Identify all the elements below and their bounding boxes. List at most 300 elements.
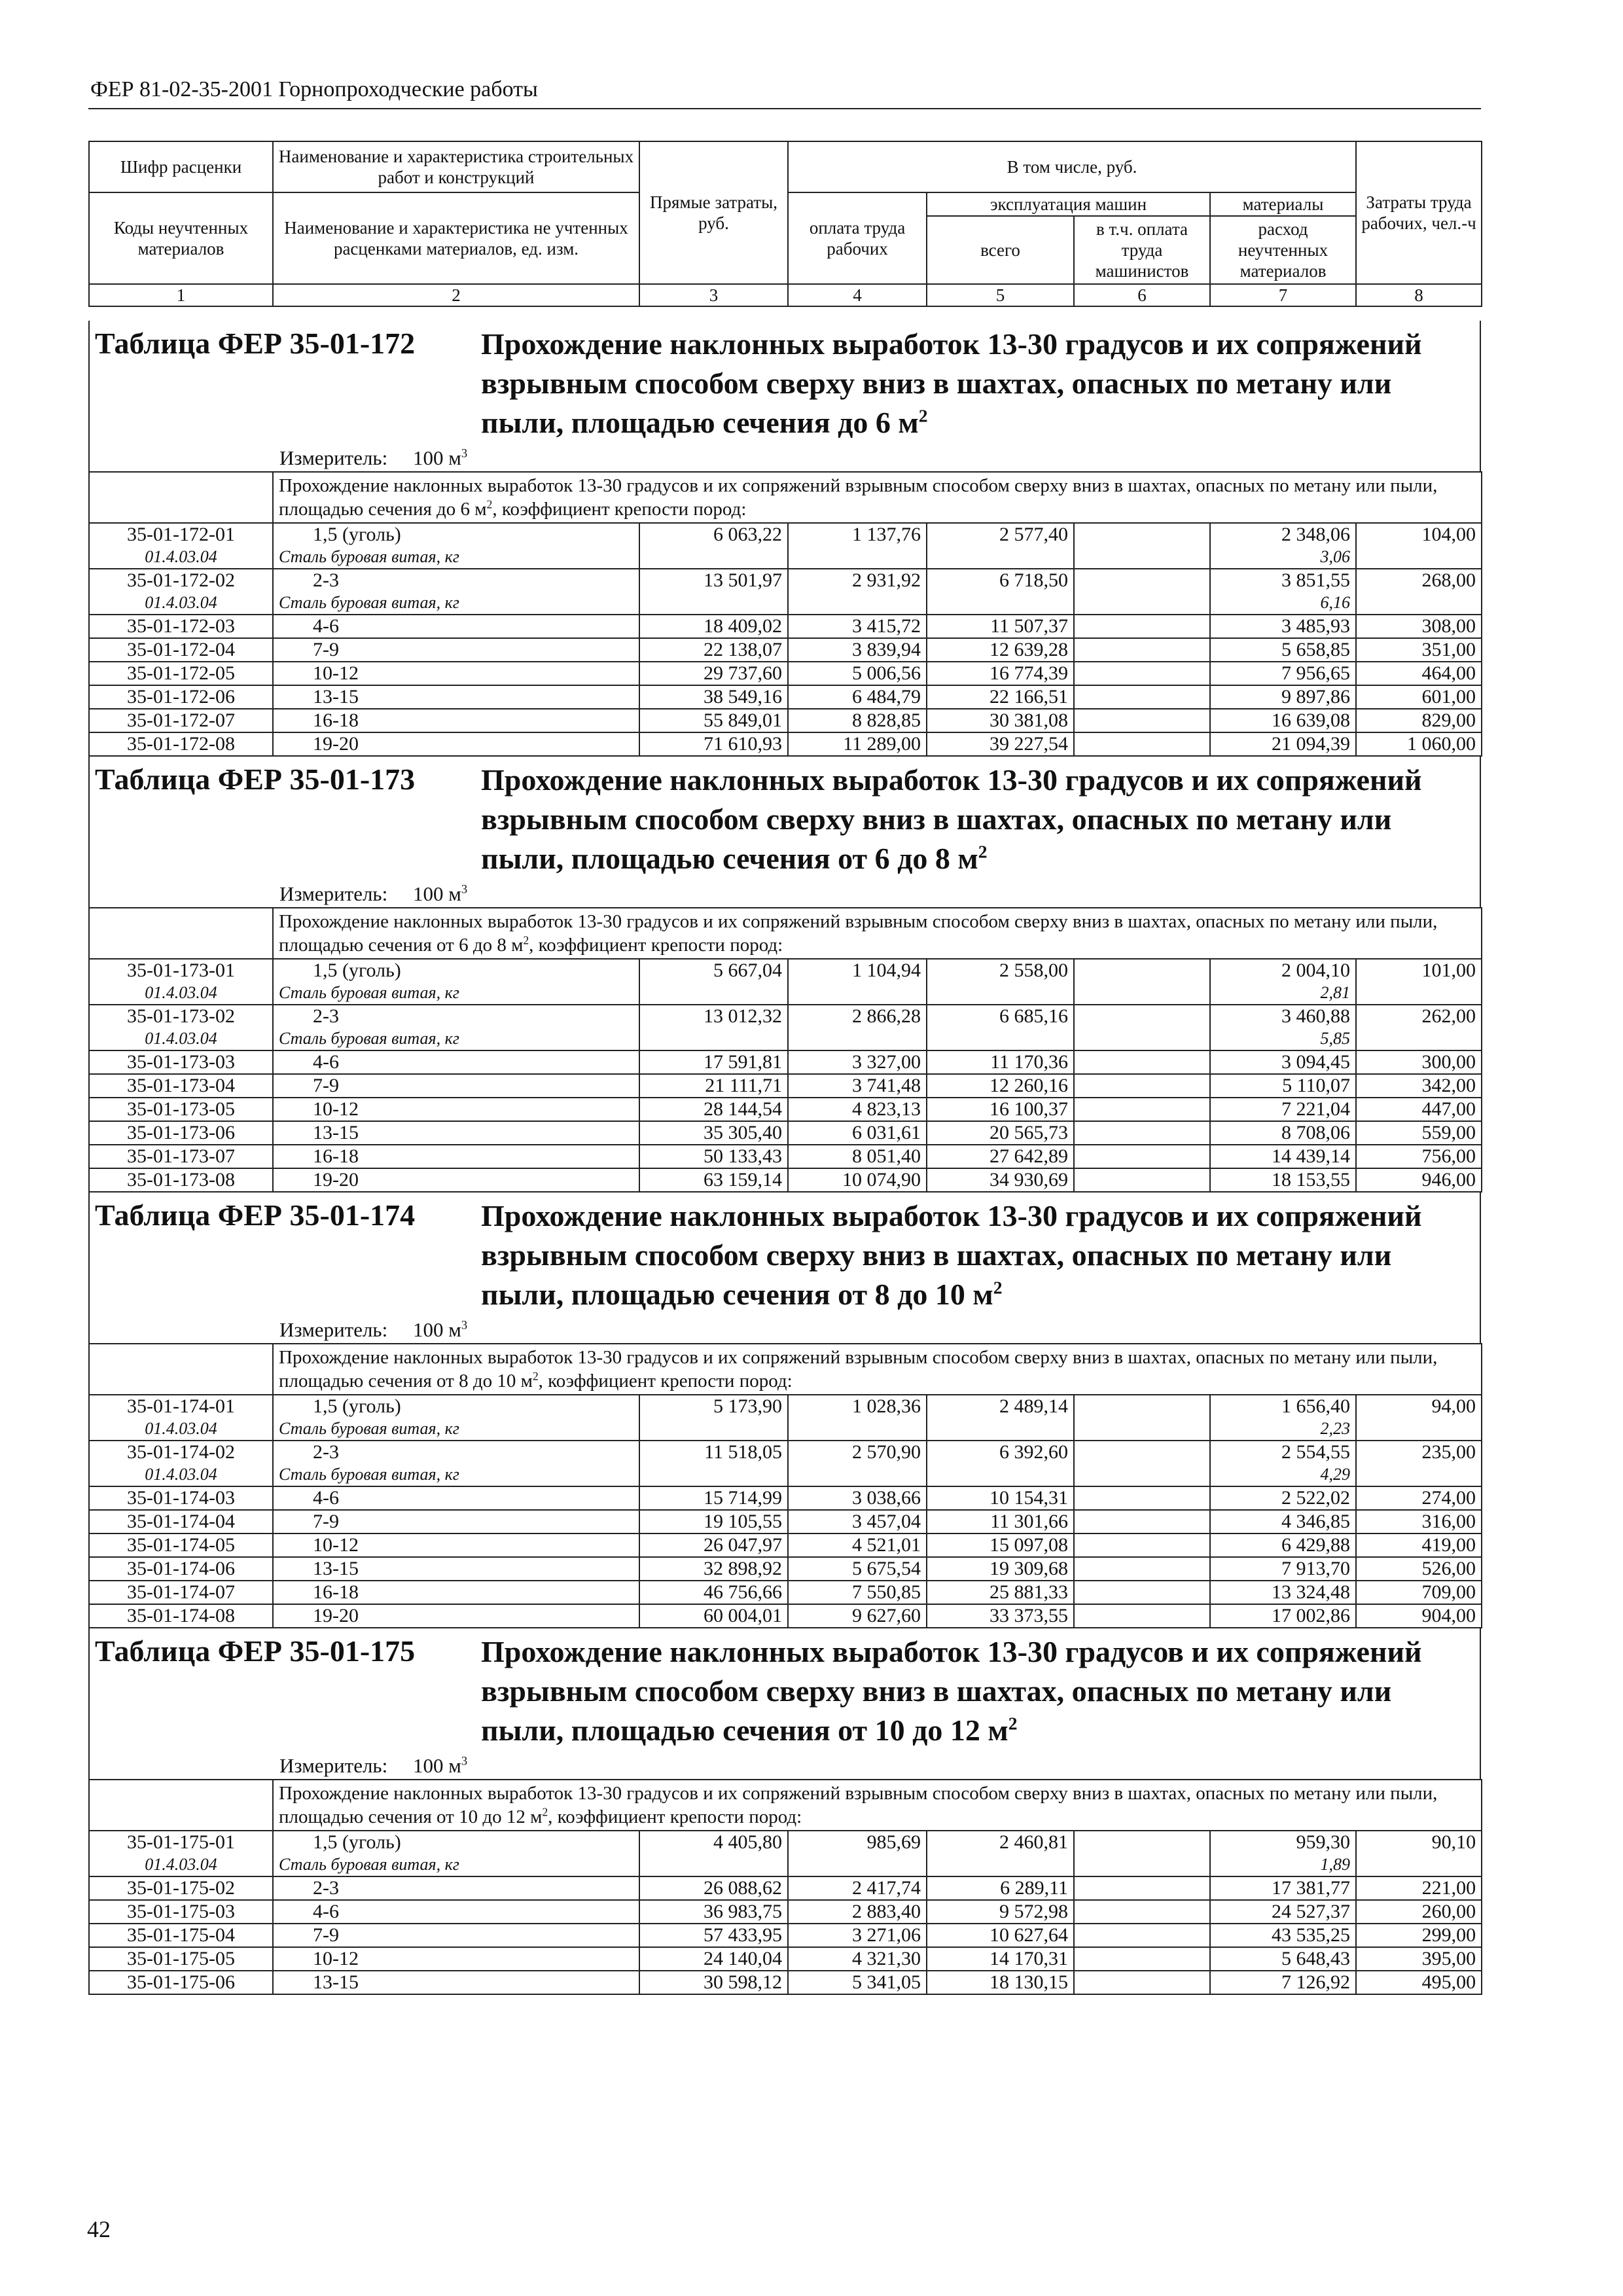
rate-row (89, 1074, 1482, 1098)
materials: 7 913,70 (1210, 1557, 1356, 1581)
machines-total: 25 881,33 (927, 1581, 1074, 1604)
rate-name: 4-6 (273, 1486, 639, 1510)
materials: 3 460,88 (1210, 1005, 1356, 1028)
machines-total: 15 097,08 (927, 1534, 1074, 1557)
rate-name: 1,5 (уголь) (273, 1395, 639, 1418)
material-empty (639, 1028, 788, 1050)
material-empty (639, 982, 788, 1005)
wages: 8 828,85 (788, 709, 927, 732)
machinist-wages (1074, 1831, 1210, 1854)
labor-costs: 101,00 (1356, 959, 1482, 982)
material-usage: 5,85 (1210, 1028, 1356, 1050)
materials: 14 439,14 (1210, 1145, 1356, 1168)
machinist-wages (1074, 1924, 1210, 1947)
direct-costs: 57 433,95 (639, 1924, 788, 1947)
measure-unit-label: Измеритель: (279, 882, 388, 905)
materials: 17 002,86 (1210, 1604, 1356, 1628)
table-title-block (88, 1628, 1481, 1753)
wages: 2 417,74 (788, 1876, 927, 1900)
direct-costs: 26 088,62 (639, 1876, 788, 1900)
wages: 5 341,05 (788, 1971, 927, 1994)
direct-costs: 71 610,93 (639, 732, 788, 756)
measure-unit-sup: 3 (461, 446, 468, 461)
wages: 10 074,90 (788, 1168, 927, 1192)
labor-costs: 300,00 (1356, 1050, 1482, 1074)
rate-name: 4-6 (273, 615, 639, 638)
materials: 2 004,10 (1210, 959, 1356, 982)
machines-total: 10 627,64 (927, 1924, 1074, 1947)
direct-costs: 19 105,55 (639, 1510, 788, 1534)
rate-code: 35-01-172-07 (89, 709, 273, 732)
column-number: 2 (273, 284, 639, 306)
description-row (89, 908, 1482, 959)
material-empty (1356, 1418, 1482, 1441)
rate-code: 35-01-173-01 (89, 959, 273, 982)
direct-costs: 55 849,01 (639, 709, 788, 732)
material-empty (1074, 1463, 1210, 1486)
rate-name: 1,5 (уголь) (273, 523, 639, 546)
materials: 4 346,85 (1210, 1510, 1356, 1534)
material-empty (1074, 1418, 1210, 1441)
column-number: 1 (89, 284, 273, 306)
work-description (273, 1344, 1482, 1395)
hdr-uncounted-name: Наименование и характеристика не учтенных расценками материалов, ед. изм. (273, 192, 639, 284)
rate-table (88, 1779, 1482, 1995)
material-empty (1074, 982, 1210, 1005)
machinist-wages (1074, 1971, 1210, 1994)
wages: 8 051,40 (788, 1145, 927, 1168)
rate-code: 35-01-173-05 (89, 1098, 273, 1121)
material-empty (1074, 592, 1210, 615)
rate-row (89, 1557, 1482, 1581)
table-title (481, 1632, 1480, 1750)
material-code: 01.4.03.04 (89, 1854, 273, 1876)
material-row (89, 1854, 1482, 1876)
rate-name: 19-20 (273, 732, 639, 756)
work-description-tail: , коэффициент крепости пород: (529, 935, 783, 956)
material-empty (639, 546, 788, 569)
machines-total: 33 373,55 (927, 1604, 1074, 1628)
rate-name: 7-9 (273, 1074, 639, 1098)
rate-name: 1,5 (уголь) (273, 959, 639, 982)
materials: 17 381,77 (1210, 1876, 1356, 1900)
labor-costs: 559,00 (1356, 1121, 1482, 1145)
material-empty (1356, 1463, 1482, 1486)
rate-row (89, 1831, 1482, 1854)
labor-costs: 90,10 (1356, 1831, 1482, 1854)
hdr-labor: Затраты труда рабочих, чел.-ч (1356, 141, 1482, 284)
column-number: 5 (927, 284, 1074, 306)
measure-unit-sup: 3 (461, 882, 468, 897)
materials: 7 126,92 (1210, 1971, 1356, 1994)
rate-row (89, 959, 1482, 982)
description-empty-cell (89, 1344, 273, 1395)
rate-tables (88, 321, 1481, 1995)
machines-total: 22 166,51 (927, 685, 1074, 709)
hdr-materials-usage: расход неучтенных материалов (1210, 216, 1356, 284)
work-description-sup: 2 (523, 933, 529, 947)
rate-code: 35-01-174-01 (89, 1395, 273, 1418)
machinist-wages (1074, 662, 1210, 685)
column-header-table (88, 141, 1482, 307)
page-number: 42 (87, 2216, 111, 2242)
rate-row (89, 685, 1482, 709)
rate-row (89, 1005, 1482, 1028)
material-empty (639, 592, 788, 615)
direct-costs: 11 518,05 (639, 1441, 788, 1463)
machinist-wages (1074, 1098, 1210, 1121)
machines-total: 6 392,60 (927, 1441, 1074, 1463)
material-empty (639, 1463, 788, 1486)
labor-costs: 601,00 (1356, 685, 1482, 709)
wages: 3 457,04 (788, 1510, 927, 1534)
rate-name: 7-9 (273, 1924, 639, 1947)
rate-table (88, 907, 1482, 1193)
materials: 16 639,08 (1210, 709, 1356, 732)
material-name: Сталь буровая витая, кг (273, 1854, 639, 1876)
description-empty-cell (89, 1780, 273, 1831)
wages: 2 883,40 (788, 1900, 927, 1924)
material-row (89, 1463, 1482, 1486)
machinist-wages (1074, 1876, 1210, 1900)
machinist-wages (1074, 1121, 1210, 1145)
description-empty-cell (89, 908, 273, 959)
rate-row (89, 1604, 1482, 1628)
rate-row (89, 569, 1482, 592)
wages: 3 038,66 (788, 1486, 927, 1510)
rate-row (89, 638, 1482, 662)
labor-costs: 526,00 (1356, 1557, 1482, 1581)
material-row (89, 592, 1482, 615)
rate-name: 2-3 (273, 1876, 639, 1900)
direct-costs: 17 591,81 (639, 1050, 788, 1074)
hdr-including: В том числе, руб. (788, 141, 1356, 192)
table-name: Таблица ФЕР 35-01-174 (95, 1198, 416, 1232)
material-empty (788, 592, 927, 615)
labor-costs: 274,00 (1356, 1486, 1482, 1510)
table-title-block (88, 757, 1481, 881)
machinist-wages (1074, 1947, 1210, 1971)
measure-unit-label: Измеритель: (279, 1318, 388, 1341)
measure-unit-line (88, 881, 1481, 907)
direct-costs: 36 983,75 (639, 1900, 788, 1924)
wages: 3 415,72 (788, 615, 927, 638)
rate-name: 13-15 (273, 685, 639, 709)
direct-costs: 5 667,04 (639, 959, 788, 982)
description-row (89, 1780, 1482, 1831)
labor-costs: 316,00 (1356, 1510, 1482, 1534)
materials: 7 221,04 (1210, 1098, 1356, 1121)
material-empty (788, 1418, 927, 1441)
labor-costs: 395,00 (1356, 1947, 1482, 1971)
labor-costs: 94,00 (1356, 1395, 1482, 1418)
work-description-text: Прохождение наклонных выработок 13-30 градусов и их сопряжений взрывным способом сверху вниз в шахтах, опасных по метану или пыли, площадью сечения от 6 до 8 м (279, 911, 1438, 956)
direct-costs: 28 144,54 (639, 1098, 788, 1121)
direct-costs: 6 063,22 (639, 523, 788, 546)
rate-name: 19-20 (273, 1604, 639, 1628)
rate-code: 35-01-172-01 (89, 523, 273, 546)
materials: 3 485,93 (1210, 615, 1356, 638)
material-empty (1356, 982, 1482, 1005)
hdr-direct-costs: Прямые затраты, руб. (639, 141, 788, 284)
column-number: 8 (1356, 284, 1482, 306)
rate-name: 4-6 (273, 1050, 639, 1074)
hdr-materials: материалы (1210, 192, 1356, 216)
rate-name: 16-18 (273, 1581, 639, 1604)
machines-total: 11 301,66 (927, 1510, 1074, 1534)
labor-costs: 447,00 (1356, 1098, 1482, 1121)
machines-total: 10 154,31 (927, 1486, 1074, 1510)
rate-row (89, 732, 1482, 756)
rate-name: 10-12 (273, 1947, 639, 1971)
rate-row (89, 1971, 1482, 1994)
rate-code: 35-01-172-03 (89, 615, 273, 638)
machines-total: 30 381,08 (927, 709, 1074, 732)
direct-costs: 24 140,04 (639, 1947, 788, 1971)
materials: 2 554,55 (1210, 1441, 1356, 1463)
rate-row (89, 1050, 1482, 1074)
machines-total: 2 558,00 (927, 959, 1074, 982)
table-name: Таблица ФЕР 35-01-173 (95, 762, 416, 796)
rate-code: 35-01-173-07 (89, 1145, 273, 1168)
rate-name: 2-3 (273, 1005, 639, 1028)
table-title-text: Прохождение наклонных выработок 13-30 градусов и их сопряжений взрывным способом сверху вниз в шахтах, опасных по метану или пыли, площадью сечения от 8 до 10 м (481, 1199, 1422, 1311)
labor-costs: 221,00 (1356, 1876, 1482, 1900)
wages: 4 823,13 (788, 1098, 927, 1121)
labor-costs: 946,00 (1356, 1168, 1482, 1192)
material-usage: 2,81 (1210, 982, 1356, 1005)
work-description-sup: 2 (486, 497, 493, 511)
labor-costs: 495,00 (1356, 1971, 1482, 1994)
work-description-text: Прохождение наклонных выработок 13-30 градусов и их сопряжений взрывным способом сверху вниз в шахтах, опасных по метану или пыли, площадью сечения до 6 м (279, 475, 1438, 520)
material-usage: 2,23 (1210, 1418, 1356, 1441)
rate-name: 1,5 (уголь) (273, 1831, 639, 1854)
rate-code: 35-01-175-04 (89, 1924, 273, 1947)
material-empty (927, 1418, 1074, 1441)
direct-costs: 63 159,14 (639, 1168, 788, 1192)
measure-unit-line (88, 1317, 1481, 1343)
table-title-text: Прохождение наклонных выработок 13-30 градусов и их сопряжений взрывным способом сверху вниз в шахтах, опасных по метану или пыли, площадью сечения от 10 до 12 м (481, 1635, 1422, 1747)
machinist-wages (1074, 569, 1210, 592)
direct-costs: 29 737,60 (639, 662, 788, 685)
description-row (89, 472, 1482, 523)
rate-code: 35-01-173-06 (89, 1121, 273, 1145)
table-title-sup: 2 (1008, 1713, 1018, 1734)
machinist-wages (1074, 1050, 1210, 1074)
column-number: 7 (1210, 284, 1356, 306)
rate-name: 7-9 (273, 638, 639, 662)
rate-code: 35-01-175-05 (89, 1947, 273, 1971)
machinist-wages (1074, 959, 1210, 982)
wages: 1 137,76 (788, 523, 927, 546)
measure-unit-label: Измеритель: (279, 1754, 388, 1777)
table-title-sup: 2 (993, 1277, 1003, 1298)
machinist-wages (1074, 1581, 1210, 1604)
labor-costs: 235,00 (1356, 1441, 1482, 1463)
material-empty (788, 982, 927, 1005)
material-code: 01.4.03.04 (89, 1463, 273, 1486)
rate-row (89, 1121, 1482, 1145)
wages: 4 521,01 (788, 1534, 927, 1557)
material-name: Сталь буровая витая, кг (273, 1028, 639, 1050)
column-number: 3 (639, 284, 788, 306)
wages: 2 570,90 (788, 1441, 927, 1463)
rate-name: 16-18 (273, 709, 639, 732)
rate-code: 35-01-175-03 (89, 1900, 273, 1924)
wages: 985,69 (788, 1831, 927, 1854)
materials: 5 110,07 (1210, 1074, 1356, 1098)
table-name: Таблица ФЕР 35-01-172 (95, 327, 416, 360)
direct-costs: 18 409,02 (639, 615, 788, 638)
direct-costs: 22 138,07 (639, 638, 788, 662)
material-empty (788, 1854, 927, 1876)
work-description-sup: 2 (532, 1369, 539, 1383)
material-row (89, 1418, 1482, 1441)
machinist-wages (1074, 523, 1210, 546)
material-empty (1356, 1028, 1482, 1050)
machinist-wages (1074, 1510, 1210, 1534)
machinist-wages (1074, 638, 1210, 662)
table-title-block (88, 321, 1481, 445)
material-code: 01.4.03.04 (89, 592, 273, 615)
rate-code: 35-01-172-04 (89, 638, 273, 662)
material-empty (639, 1418, 788, 1441)
wages: 3 839,94 (788, 638, 927, 662)
machinist-wages (1074, 1557, 1210, 1581)
work-description-tail: , коэффициент крепости пород: (548, 1806, 802, 1827)
direct-costs: 46 756,66 (639, 1581, 788, 1604)
material-code: 01.4.03.04 (89, 546, 273, 569)
direct-costs: 32 898,92 (639, 1557, 788, 1581)
material-row (89, 546, 1482, 569)
rate-code: 35-01-172-08 (89, 732, 273, 756)
machinist-wages (1074, 1900, 1210, 1924)
machinist-wages (1074, 1168, 1210, 1192)
material-name: Сталь буровая витая, кг (273, 546, 639, 569)
hdr-code: Шифр расценки (89, 141, 273, 192)
direct-costs: 26 047,97 (639, 1534, 788, 1557)
wages: 3 271,06 (788, 1924, 927, 1947)
measure-unit-value: 100 м (412, 1318, 461, 1341)
wages: 3 741,48 (788, 1074, 927, 1098)
rate-code: 35-01-175-01 (89, 1831, 273, 1854)
materials: 21 094,39 (1210, 732, 1356, 756)
wages: 3 327,00 (788, 1050, 927, 1074)
material-empty (927, 1463, 1074, 1486)
machines-total: 20 565,73 (927, 1121, 1074, 1145)
material-usage: 1,89 (1210, 1854, 1356, 1876)
materials: 3 851,55 (1210, 569, 1356, 592)
labor-costs: 709,00 (1356, 1581, 1482, 1604)
machines-total: 2 577,40 (927, 523, 1074, 546)
table-title (481, 1196, 1480, 1314)
machines-total: 6 289,11 (927, 1876, 1074, 1900)
wages: 1 028,36 (788, 1395, 927, 1418)
direct-costs: 21 111,71 (639, 1074, 788, 1098)
rate-code: 35-01-173-08 (89, 1168, 273, 1192)
rate-name: 10-12 (273, 1098, 639, 1121)
wages: 7 550,85 (788, 1581, 927, 1604)
rate-row (89, 1510, 1482, 1534)
description-empty-cell (89, 472, 273, 523)
measure-unit-value: 100 м (412, 446, 461, 469)
rate-row (89, 523, 1482, 546)
wages: 2 866,28 (788, 1005, 927, 1028)
work-description (273, 472, 1482, 523)
wages: 2 931,92 (788, 569, 927, 592)
machinist-wages (1074, 685, 1210, 709)
machinist-wages (1074, 1534, 1210, 1557)
rate-code: 35-01-173-04 (89, 1074, 273, 1098)
material-empty (788, 546, 927, 569)
machines-total: 9 572,98 (927, 1900, 1074, 1924)
material-empty (927, 1854, 1074, 1876)
direct-costs: 5 173,90 (639, 1395, 788, 1418)
table-title (481, 325, 1480, 442)
rate-name: 13-15 (273, 1557, 639, 1581)
labor-costs: 260,00 (1356, 1900, 1482, 1924)
material-code: 01.4.03.04 (89, 982, 273, 1005)
wages: 9 627,60 (788, 1604, 927, 1628)
rate-code: 35-01-174-05 (89, 1534, 273, 1557)
measure-unit-value: 100 м (412, 882, 461, 905)
direct-costs: 38 549,16 (639, 685, 788, 709)
machines-total: 34 930,69 (927, 1168, 1074, 1192)
work-description (273, 908, 1482, 959)
column-number: 4 (788, 284, 927, 306)
rate-code: 35-01-173-03 (89, 1050, 273, 1074)
materials: 1 656,40 (1210, 1395, 1356, 1418)
table-title (481, 761, 1480, 878)
rate-row (89, 1395, 1482, 1418)
material-code: 01.4.03.04 (89, 1028, 273, 1050)
materials: 6 429,88 (1210, 1534, 1356, 1557)
rate-name: 10-12 (273, 1534, 639, 1557)
hdr-machines-total: всего (927, 216, 1074, 284)
materials: 7 956,65 (1210, 662, 1356, 685)
materials: 2 348,06 (1210, 523, 1356, 546)
wages: 5 006,56 (788, 662, 927, 685)
rate-code: 35-01-172-06 (89, 685, 273, 709)
rate-row (89, 1900, 1482, 1924)
work-description-text: Прохождение наклонных выработок 13-30 градусов и их сопряжений взрывным способом сверху вниз в шахтах, опасных по метану или пыли, площадью сечения от 10 до 12 м (279, 1783, 1438, 1827)
wages: 6 031,61 (788, 1121, 927, 1145)
table-title-text: Прохождение наклонных выработок 13-30 градусов и их сопряжений взрывным способом сверху вниз в шахтах, опасных по метану или пыли, площадью сечения от 6 до 8 м (481, 763, 1422, 875)
rate-table (88, 1343, 1482, 1628)
rate-row (89, 1098, 1482, 1121)
rate-name: 13-15 (273, 1121, 639, 1145)
hdr-name: Наименование и характеристика строительных работ и конструкций (273, 141, 639, 192)
machinist-wages (1074, 1005, 1210, 1028)
labor-costs: 308,00 (1356, 615, 1482, 638)
rate-name: 2-3 (273, 569, 639, 592)
direct-costs: 50 133,43 (639, 1145, 788, 1168)
labor-costs: 268,00 (1356, 569, 1482, 592)
materials: 13 324,48 (1210, 1581, 1356, 1604)
measure-unit-line (88, 1753, 1481, 1779)
materials: 5 658,85 (1210, 638, 1356, 662)
materials: 8 708,06 (1210, 1121, 1356, 1145)
direct-costs: 4 405,80 (639, 1831, 788, 1854)
hdr-uncounted-codes: Коды неучтенных материалов (89, 192, 273, 284)
labor-costs: 464,00 (1356, 662, 1482, 685)
wages: 5 675,54 (788, 1557, 927, 1581)
machines-total: 12 639,28 (927, 638, 1074, 662)
material-name: Сталь буровая витая, кг (273, 592, 639, 615)
machines-total: 2 460,81 (927, 1831, 1074, 1854)
rate-row (89, 1876, 1482, 1900)
rate-row (89, 1534, 1482, 1557)
